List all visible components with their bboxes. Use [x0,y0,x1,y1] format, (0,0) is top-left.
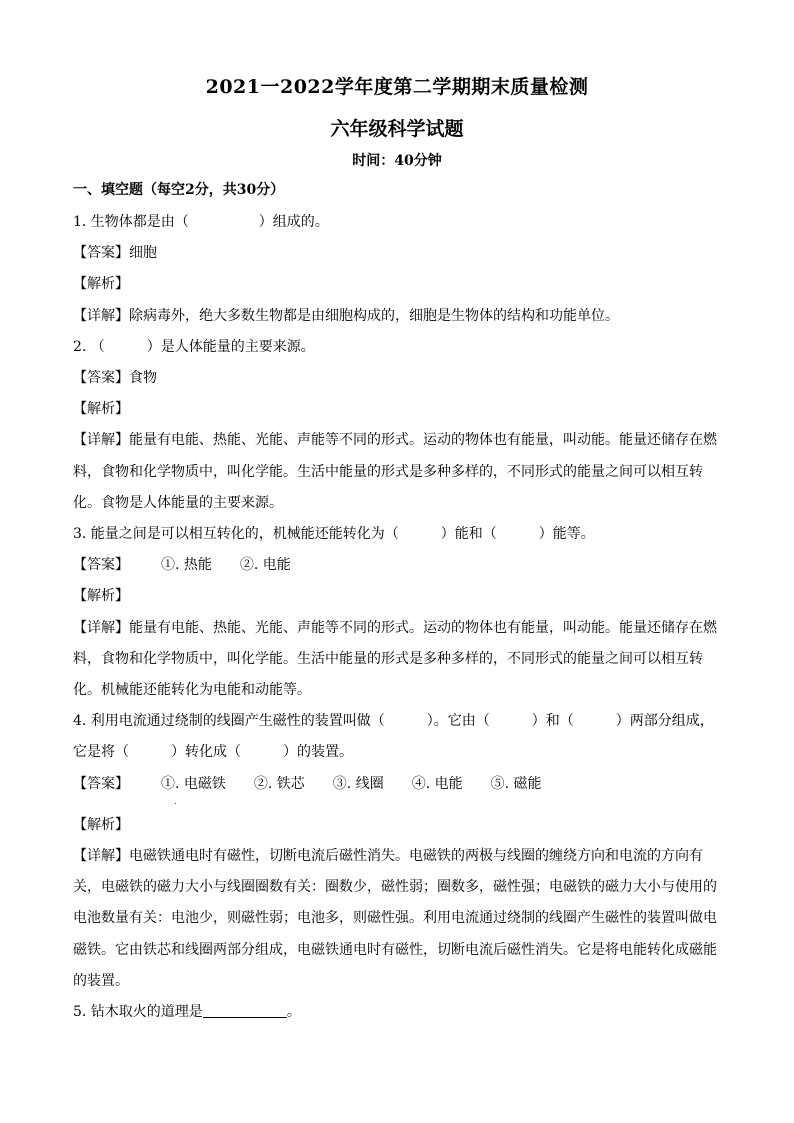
exam-title: 2021一2022学年度第二学期期末质量检测 [205,76,589,98]
detail-label: 【详解】 [73,620,129,636]
question-3: 3. 能量之间是可以相互转化的，机械能还能转化为（ ）能和（ ）能等。 [73,526,595,542]
detail-4-line5: 的装置。 [73,973,129,989]
section-heading: 一、填空题（每空2分，共30分） [73,182,285,198]
analysis-label-1: 【解析】 [73,276,129,292]
stray-dot: . [174,797,177,806]
detail-4-line4: 磁铁。它由铁芯和线圈两部分组成，电磁铁通电时有磁性，切断电流后磁性消失。它是将电能转化成磁能 [73,942,717,958]
answer-text: ①. 热能 ②. 电能 [161,557,291,573]
question-4: 4. 利用电流通过绕制的线圈产生磁性的装置叫做（ ）。它由（ ）和（ ）两部分组成， [73,713,714,729]
detail-3 [73,618,723,638]
detail-label: 【详解】 [73,848,129,864]
detail-label: 【详解】 [73,432,129,448]
question-4-line2: 它是将（ ）转化成（ ）的装置。 [73,744,353,760]
detail-4-line3: 电池数量有关：电池少，则磁性弱；电池多，则磁性强。利用电流通过绕制的线圈产生磁性的装置叫做电 [73,910,717,926]
analysis-label-2: 【解析】 [73,401,129,417]
detail-1 [73,306,723,326]
answer-label: 【答案】 [73,776,129,792]
answer-3 [73,555,723,575]
answer-label: 【答案】 [73,245,129,261]
answer-blank [203,1003,287,1018]
answer-2 [73,368,723,388]
answer-label: 【答案】 [73,557,129,573]
detail-3-line3: 化。机械能还能转化为电能和动能等。 [73,682,311,698]
analysis-label-3: 【解析】 [73,588,129,604]
detail-4 [73,846,723,866]
exam-time: 时间：40分钟 [352,153,442,169]
answer-4 [73,774,723,794]
detail-3-line2: 料，食物和化学物质中，叫化学能。生活中能量的形式是多种多样的，不同形式的能量之间可以相互转 [73,651,703,667]
exam-subtitle: 六年级科学试题 [330,118,464,140]
question-5-text: 5. 钻木取火的道理是 [73,1004,203,1020]
answer-text: ①. 电磁铁 ②. 铁芯 ③. 线圈 ④. 电能 ⑤. 磁能 [161,776,542,792]
question-2: 2. （ ）是人体能量的主要来源。 [73,339,315,355]
detail-text: 能量有电能、热能、光能、声能等不同的形式。运动的物体也有能量，叫动能。能量还储存在燃 [129,432,717,448]
detail-text: 能量有电能、热能、光能、声能等不同的形式。运动的物体也有能量，叫动能。能量还储存在燃 [129,620,717,636]
answer-text: 食物 [129,370,157,386]
question-5 [73,1002,723,1022]
answer-text: 细胞 [129,245,157,261]
detail-2-line2: 料，食物和化学物质中，叫化学能。生活中能量的形式是多种多样的，不同形式的能量之间可以相互转 [73,464,703,480]
question-5-end: 。 [286,1004,301,1020]
detail-label: 【详解】 [73,308,129,324]
detail-2 [73,430,723,450]
analysis-label-4: 【解析】 [73,817,129,833]
detail-4-line2: 关，电磁铁的磁力大小与线圈圈数有关：圈数少，磁性弱；圈数多，磁性强；电磁铁的磁力大小与使用的 [73,879,717,895]
detail-text: 除病毒外，绝大多数生物都是由细胞构成的，细胞是生物体的结构和功能单位。 [129,308,619,324]
detail-text: 电磁铁通电时有磁性，切断电流后磁性消失。电磁铁的两极与线圈的缠绕方向和电流的方向有 [129,848,703,864]
answer-label: 【答案】 [73,370,129,386]
detail-2-line3: 化。食物是人体能量的主要来源。 [73,495,283,511]
answer-1 [73,243,723,263]
question-1: 1. 生物体都是由（ ）组成的。 [73,214,329,230]
